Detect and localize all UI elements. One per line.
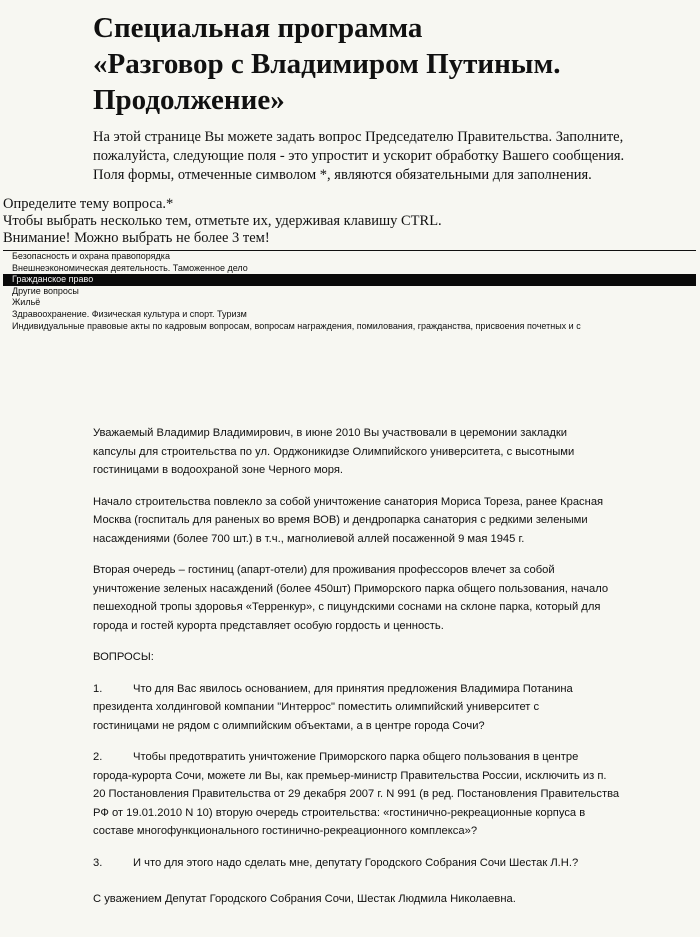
question-line: президента холдинговой компании "Интеррос" поместить олимпийский университет с <box>93 701 540 713</box>
letter-line: пешеходной тропы здоровья «Терренкур», с пицундскими соснами на склоне парка, который для <box>93 601 601 613</box>
topic-option-selected[interactable]: Гражданское право <box>3 274 696 286</box>
question-line: 20 Постановления Правительства от 29 декабря 2007 г. N 991 (в ред. Постановления Правительства <box>93 788 620 800</box>
title-line: «Разговор с Владимиром Путиным. <box>93 48 561 80</box>
letter-line: гостиницами в водоохраной зоне Черного моря. <box>93 464 343 476</box>
question-item <box>93 748 700 841</box>
question-number: 2. <box>93 751 103 763</box>
topic-option[interactable]: Безопасность и охрана правопорядка <box>12 251 170 261</box>
letter-line: Москва (госпиталь для раненых во время ВОВ) и дендропарка санатория с редкими зелеными <box>93 514 588 526</box>
topic-option[interactable]: Внешнеэкономическая деятельность. Таможенное дело <box>12 262 248 273</box>
signature: С уважением Депутат Городского Собрания Сочи, Шестак Людмила Николаевна. <box>93 893 516 905</box>
question-line: составе многофункционального гостинично-рекреационного комплекса»? <box>93 825 478 837</box>
intro-line: Поля формы, отмеченные символом *, являются обязательными для заполнения. <box>93 167 592 183</box>
letter-paragraph <box>93 493 700 549</box>
question-number: 3. <box>93 856 103 869</box>
topic-option[interactable]: Индивидуальные правовые акты по кадровым вопросам, вопросам награждения, помилования, гражданства, присвоения почетных и с <box>12 320 581 331</box>
question-number: 1. <box>93 682 103 695</box>
letter-paragraph <box>93 561 700 635</box>
question-item <box>93 680 700 736</box>
topic-option[interactable]: Здравоохранение. Физическая культура и спорт. Туризм <box>12 308 247 319</box>
letter-line: Начало строительства повлекло за собой уничтожение санатория Мориса Тореза, ранее Красная <box>93 495 604 508</box>
question-item <box>93 854 700 873</box>
letter-line: капсулы для строительства по ул. Орджоникидзе Олимпийского университета, с высотными <box>93 445 575 458</box>
question-line: гостиницами не рядом с олимпийским объектами, а в центре города Сочи? <box>93 719 485 732</box>
topic-option[interactable]: Другие вопросы <box>12 285 79 296</box>
letter-line: насаждениями (более 700 шт.) в т.ч., магнолиевой аллей посаженной 9 мая 1945 г. <box>93 532 525 545</box>
question-line: Чтобы предотвратить уничтожение Приморского парка общего пользования в центре <box>133 751 579 763</box>
question-line: РФ от 19.01.2010 N 10) вторую очередь строительства: «гостинично-рекреационные корпуса в <box>93 806 586 819</box>
topics-listbox[interactable] <box>3 250 696 332</box>
question-line: И что для этого надо сделать мне, депутату Городского Собрания Сочи Шестак Л.Н.? <box>133 856 579 869</box>
title-line: Специальная программа <box>93 12 423 44</box>
letter-line: Вторая очередь – гостиниц (апарт-отели) для проживания профессоров влечет за собой <box>93 564 555 576</box>
question-line: города-курорта Сочи, можете ли Вы, как премьер-министр Правительства России, исключить из п. <box>93 769 607 782</box>
question-line: Что для Вас явилось основанием, для принятия предложения Владимира Потанина <box>133 682 573 695</box>
letter-body <box>93 424 700 909</box>
letter-line: Уважаемый Владимир Владимирович, в июне 2010 Вы участвовали в церемонии закладки <box>93 427 568 439</box>
intro-text <box>93 128 683 185</box>
topic-instruction: Чтобы выбрать несколько тем, отметьте их, удерживая клавишу CTRL. <box>3 213 442 229</box>
topic-prompt: Определите тему вопроса.* <box>3 196 174 212</box>
intro-line: На этой странице Вы можете задать вопрос Председателю Правительства. Заполните, <box>93 129 624 145</box>
topic-option[interactable]: Жильё <box>12 297 41 308</box>
letter-line: уничтожение зеленых насаждений (более 450шт) Приморского парка общего пользования, начало <box>93 582 609 595</box>
letter-paragraph <box>93 424 700 480</box>
page-title <box>93 10 693 118</box>
topic-warning: Внимание! Можно выбрать не более 3 тем! <box>3 230 270 246</box>
questions-heading: ВОПРОСЫ: <box>93 651 154 663</box>
letter-line: города и гостей курорта представляет особую гордость и ценность. <box>93 619 444 632</box>
title-line: Продолжение» <box>93 84 285 116</box>
intro-line: пожалуйста, следующие поля - это упростит и ускорит обработку Вашего сообщения. <box>93 148 625 164</box>
topic-selection-form <box>3 196 700 332</box>
